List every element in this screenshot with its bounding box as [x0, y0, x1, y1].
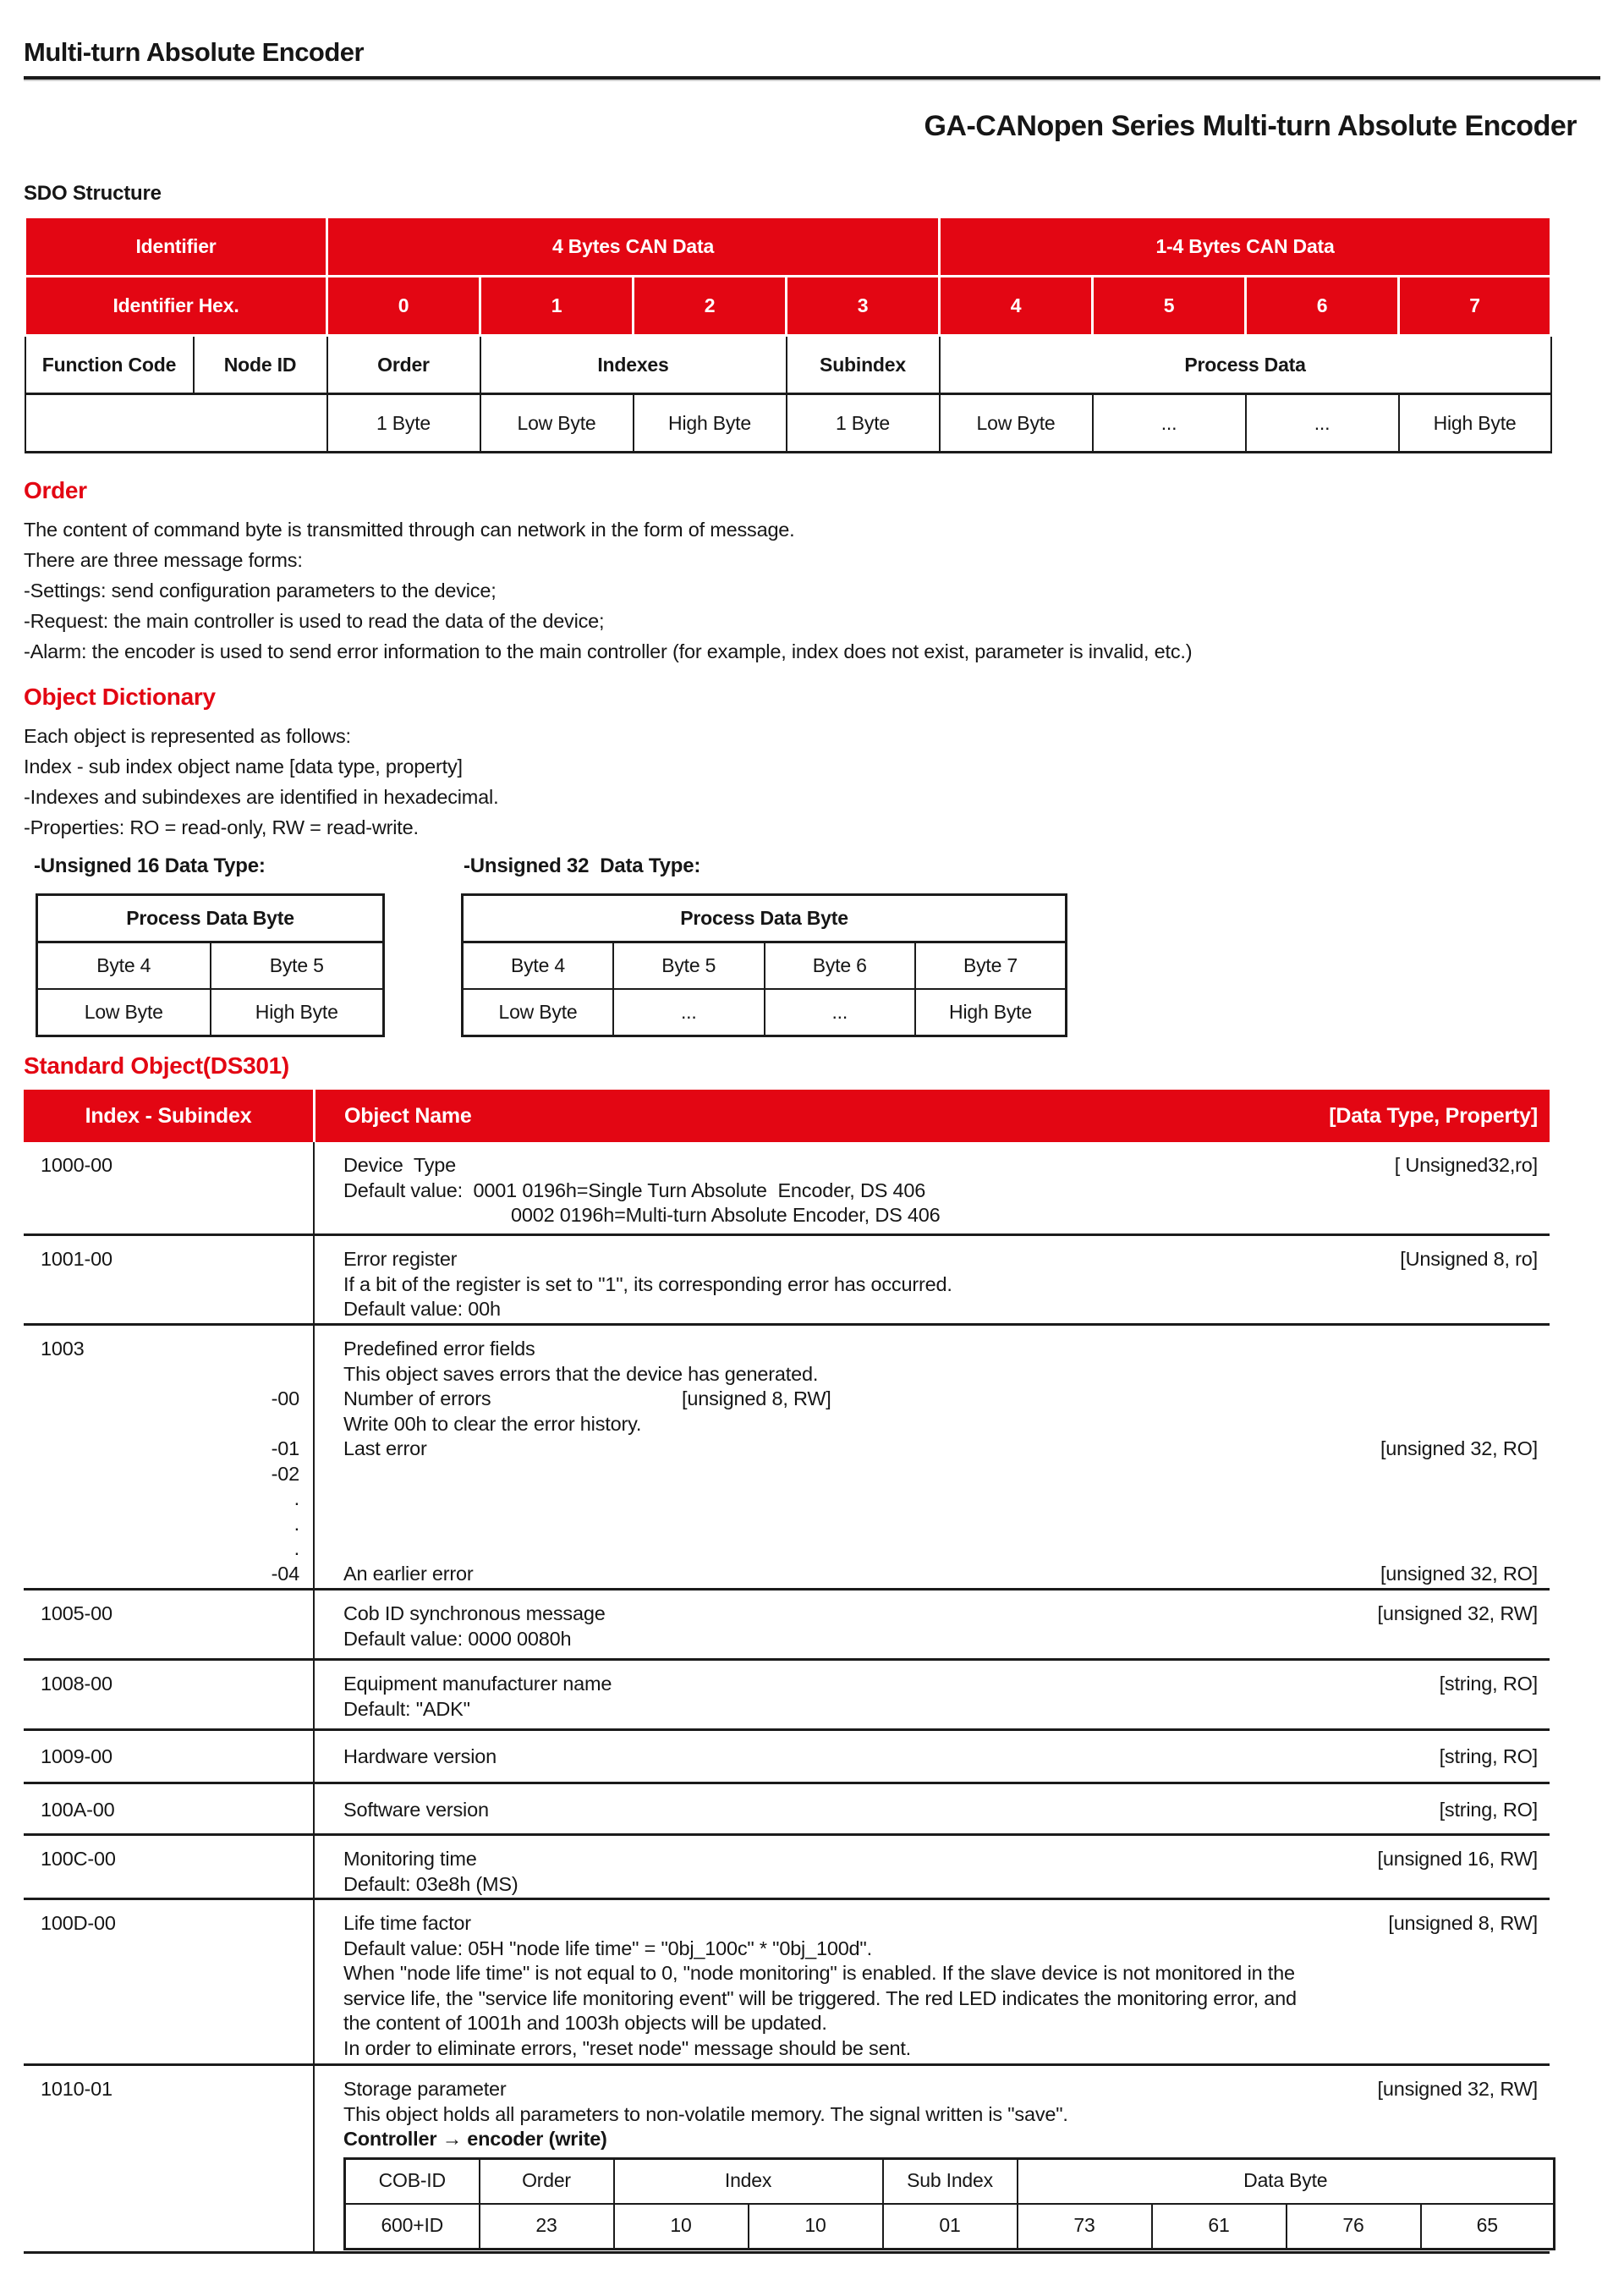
ellipsis-dot: .	[294, 1537, 299, 1559]
property-label: [unsigned 32, RW]	[1377, 1602, 1538, 1624]
row-index-label: 1003	[41, 1338, 85, 1360]
object-line	[343, 1272, 1538, 1298]
column-divider	[313, 1142, 315, 1233]
object-line	[343, 1847, 1538, 1872]
object-row-1010	[24, 2066, 1550, 2254]
standard-object-heading: Standard Object(DS301)	[24, 1052, 289, 1079]
inner-value-order: 23	[480, 2204, 614, 2250]
sdo-cell-can4: 4 Bytes CAN Data	[327, 217, 940, 277]
object-text: the content of 1001h and 1003h objects will be updated.	[343, 2012, 827, 2034]
subindex-label: -00	[271, 1387, 299, 1409]
object-line	[343, 1911, 1538, 1937]
table-row	[345, 2158, 1555, 2204]
u32-byte4: Byte 4	[463, 942, 614, 990]
object-row-100d	[24, 1900, 1550, 2066]
object-line	[343, 1627, 1538, 1652]
row-index-label: 1008-00	[41, 1673, 112, 1695]
row-index-label: 100C-00	[41, 1848, 116, 1870]
object-row-1001	[24, 1236, 1550, 1326]
table-row	[463, 895, 1067, 942]
inner-value-index-high: 10	[749, 2204, 883, 2250]
row-index-label: 1005-00	[41, 1602, 112, 1624]
col-header-index: Index - Subindex	[24, 1090, 315, 1142]
table-row	[463, 942, 1067, 990]
object-name: Predefined error fields	[343, 1338, 535, 1360]
row-index-label: 100D-00	[41, 1912, 116, 1934]
object-name: Error register	[343, 1248, 458, 1270]
table-row	[345, 2204, 1555, 2250]
object-name: Cob ID synchronous message	[343, 1602, 606, 1624]
inner-value-data-1: 61	[1152, 2204, 1287, 2250]
u32-lowbyte: Low Byte	[463, 989, 614, 1036]
property-label: [unsigned 16, RW]	[1377, 1848, 1538, 1870]
column-divider	[313, 1591, 315, 1658]
data-type-tables	[24, 893, 1600, 1037]
object-line	[343, 1297, 1538, 1322]
sdo-cell-byte-7: 7	[1399, 277, 1551, 336]
object-row-1003	[24, 1326, 1550, 1591]
col-header-prop: [Data Type, Property]	[1329, 1103, 1538, 1128]
sdo-cell-lowbyte: Low Byte	[480, 394, 634, 453]
u32-highbyte: High Byte	[915, 989, 1067, 1036]
table-row	[463, 989, 1067, 1036]
object-text: An earlier error	[343, 1562, 474, 1585]
sdo-cell-identifier-hex: Identifier Hex.	[25, 277, 327, 336]
order-line: -Alarm: the encoder is used to send error information to the main controller (for example, index does not exist, parameter is invalid, etc.)	[24, 640, 1193, 662]
object-line	[343, 1937, 1538, 1962]
object-name: Hardware version	[343, 1745, 497, 1767]
row-index-label: 1010-01	[41, 2078, 112, 2100]
object-line	[24, 1337, 1550, 1362]
sdo-structure-heading: SDO Structure	[24, 182, 162, 205]
object-row-100c	[24, 1836, 1550, 1900]
object-table-header	[24, 1090, 1550, 1142]
column-divider	[313, 2066, 315, 2251]
subindex-label: -02	[271, 1462, 299, 1485]
object-text: Default: "ADK"	[343, 1697, 470, 1720]
column-divider	[313, 1900, 315, 2063]
sdo-cell-highbyte: High Byte	[634, 394, 787, 453]
sdo-cell-byte-3: 3	[787, 277, 940, 336]
sdo-cell-ellipsis-1: ...	[1093, 394, 1246, 453]
column-divider	[313, 1731, 315, 1782]
inner-header-order: Order	[480, 2158, 614, 2204]
inner-value-index-low: 10	[614, 2204, 749, 2250]
od-line: Index - sub index object name [data type, property]	[24, 755, 463, 777]
unsigned32-table	[461, 893, 1067, 1037]
u32-header: Process Data Byte	[463, 895, 1067, 942]
unsigned16-table	[36, 893, 385, 1037]
sdo-cell-order: Order	[327, 336, 480, 394]
page-title: Multi-turn Absolute Encoder	[24, 37, 365, 67]
object-text: Default value: 05H "node life time" = "0bj_100c" * "0bj_100d".	[343, 1937, 872, 1959]
u32-byte7: Byte 7	[915, 942, 1067, 990]
sdo-cell-1byte: 1 Byte	[327, 394, 480, 453]
object-row-1008	[24, 1661, 1550, 1731]
object-line	[343, 1744, 1538, 1770]
object-name: Equipment manufacturer name	[343, 1673, 612, 1695]
property-label: [unsigned 8, RW]	[682, 1387, 831, 1409]
property-label: [unsigned 32, RO]	[1380, 1562, 1538, 1585]
object-line	[343, 2127, 1538, 2152]
object-line	[343, 1153, 1538, 1178]
table-row	[37, 989, 384, 1036]
object-text: This object holds all parameters to non-volatile memory. The signal written is "save".	[343, 2102, 1068, 2125]
row-index-label: 100A-00	[41, 1799, 115, 1821]
sdo-header-row-2	[25, 277, 1551, 336]
object-text: When "node life time" is not equal to 0, "node monitoring" is enabled. If the slave device is not monitored in the	[343, 1962, 1295, 1984]
property-label: [string, RO]	[1439, 1673, 1538, 1695]
column-divider	[313, 1836, 315, 1898]
object-line	[343, 1178, 1538, 1204]
col-header-name: Object Name	[344, 1103, 472, 1128]
property-label: [unsigned 32, RO]	[1380, 1437, 1538, 1459]
property-label: [unsigned 8, RW]	[1388, 1912, 1538, 1934]
series-title: GA-CANopen Series Multi-turn Absolute Encoder	[924, 110, 1577, 142]
object-text: Default: 03e8h (MS)	[343, 1872, 518, 1895]
object-line	[24, 1486, 1550, 1512]
object-text: In order to eliminate errors, "reset node" message should be sent.	[343, 2036, 911, 2059]
object-line	[343, 1961, 1538, 1986]
object-line	[24, 1462, 1550, 1487]
object-text: This object saves errors that the device has generated.	[343, 1362, 819, 1385]
u32-byte5: Byte 5	[613, 942, 765, 990]
object-line	[24, 1437, 1550, 1462]
object-name: Software version	[343, 1799, 489, 1821]
column-divider	[313, 1236, 315, 1323]
sdo-cell-1byte-2: 1 Byte	[787, 394, 940, 453]
property-label: [string, RO]	[1439, 1799, 1538, 1821]
inner-header-index: Index	[614, 2158, 883, 2204]
object-line	[343, 1798, 1538, 1823]
object-row-1005	[24, 1591, 1550, 1661]
column-divider	[313, 1326, 315, 1588]
object-row-100a	[24, 1784, 1550, 1836]
unsigned16-label: -Unsigned 16 Data Type:	[34, 854, 266, 877]
subindex-label: -01	[271, 1437, 299, 1459]
sdo-cell-can14: 1-4 Bytes CAN Data	[940, 217, 1551, 277]
object-text: service life, the "service life monitoring event" will be triggered. The red LED indicates the monitoring error, and	[343, 1986, 1297, 2009]
u16-lowbyte: Low Byte	[37, 989, 211, 1036]
u16-byte5: Byte 5	[211, 942, 384, 990]
sdo-cell-lowbyte-2: Low Byte	[940, 394, 1093, 453]
inner-header-cobid: COB-ID	[345, 2158, 480, 2204]
column-divider	[313, 1661, 315, 1728]
sdo-cell-byte-2: 2	[634, 277, 787, 336]
sdo-cell-function-code: Function Code	[25, 336, 194, 394]
object-text: Default value: 0000 0080h	[343, 1627, 572, 1650]
sdo-header-row-1	[25, 217, 1551, 277]
object-line	[343, 2036, 1538, 2062]
inner-value-cobid: 600+ID	[345, 2204, 480, 2250]
write-message-table	[343, 2157, 1555, 2250]
row-index-label: 1001-00	[41, 1248, 112, 1270]
unsigned32-label: -Unsigned 32 Data Type:	[464, 854, 701, 877]
order-line: -Request: the main controller is used to read the data of the device;	[24, 610, 605, 632]
object-text: 0002 0196h=Multi-turn Absolute Encoder, DS 406	[511, 1204, 941, 1226]
inner-value-data-3: 65	[1421, 2204, 1555, 2250]
od-line: -Properties: RO = read-only, RW = read-write.	[24, 816, 419, 838]
object-line	[343, 1986, 1538, 2012]
sdo-bytes-row	[25, 394, 1551, 453]
object-line	[343, 1247, 1538, 1272]
document-page	[0, 37, 1624, 2254]
row-index-label: 1000-00	[41, 1154, 112, 1176]
u16-byte4: Byte 4	[37, 942, 211, 990]
object-text: Write 00h to clear the error history.	[343, 1412, 642, 1435]
sdo-structure-table	[24, 216, 1552, 453]
object-name: Monitoring time	[343, 1848, 477, 1870]
object-line	[343, 2077, 1538, 2102]
sdo-cell-byte-6: 6	[1246, 277, 1399, 336]
order-line: The content of command byte is transmitted through can network in the form of message.	[24, 519, 795, 541]
object-line	[24, 1536, 1550, 1562]
table-row	[37, 895, 384, 942]
sdo-cell-identifier: Identifier	[25, 217, 327, 277]
order-line: -Settings: send configuration parameters to the device;	[24, 580, 497, 602]
object-name: Life time factor	[343, 1912, 471, 1934]
sdo-cell-byte-1: 1	[480, 277, 634, 336]
object-text: Last error	[343, 1437, 427, 1459]
object-line	[24, 1512, 1550, 1537]
object-text: If a bit of the register is set to "1", its corresponding error has occurred.	[343, 1272, 952, 1295]
sdo-cell-byte-4: 4	[940, 277, 1093, 336]
data-type-labels	[24, 854, 1600, 883]
od-line: -Indexes and subindexes are identified in hexadecimal.	[24, 786, 499, 808]
object-name: Device Type	[343, 1154, 457, 1176]
sdo-cell-node-id: Node ID	[194, 336, 327, 394]
object-line	[343, 1697, 1538, 1722]
sdo-cell-empty	[25, 394, 327, 453]
sdo-cell-ellipsis-2: ...	[1246, 394, 1399, 453]
column-divider	[313, 1784, 315, 1833]
property-label: [ Unsigned32,ro]	[1394, 1154, 1538, 1176]
order-heading: Order	[24, 477, 87, 503]
object-line	[24, 1562, 1550, 1587]
ellipsis-dot: .	[294, 1512, 299, 1535]
object-text: Default value: 0001 0196h=Single Turn Absolute Encoder, DS 406	[343, 1178, 926, 1201]
object-text: Default value: 00h	[343, 1298, 501, 1320]
object-line	[343, 1672, 1538, 1697]
u16-highbyte: High Byte	[211, 989, 384, 1036]
sdo-cell-indexes: Indexes	[480, 336, 787, 394]
u32-ellipsis-1: ...	[613, 989, 765, 1036]
controller-write-label: Controller → encoder (write)	[343, 2128, 607, 2150]
u32-ellipsis-2: ...	[765, 989, 916, 1036]
object-line	[343, 1872, 1538, 1898]
property-label: [Unsigned 8, ro]	[1400, 1248, 1538, 1270]
inner-value-subindex: 01	[883, 2204, 1018, 2250]
object-line	[24, 1412, 1550, 1437]
inner-value-data-2: 76	[1287, 2204, 1421, 2250]
object-line	[343, 1602, 1538, 1627]
object-line	[24, 1362, 1550, 1387]
object-line	[343, 2011, 1538, 2036]
property-label: [string, RO]	[1439, 1745, 1538, 1767]
object-row-1000	[24, 1142, 1550, 1236]
sdo-cell-byte-0: 0	[327, 277, 480, 336]
object-line	[24, 1387, 1550, 1412]
od-line: Each object is represented as follows:	[24, 725, 351, 747]
object-line	[343, 1203, 1538, 1228]
object-line	[343, 2102, 1538, 2128]
inner-header-databyte: Data Byte	[1018, 2158, 1555, 2204]
order-paragraphs	[24, 514, 1600, 667]
u32-byte6: Byte 6	[765, 942, 916, 990]
inner-value-data-0: 73	[1018, 2204, 1152, 2250]
object-dictionary-paragraphs	[24, 721, 1600, 843]
title-underline	[24, 76, 1600, 80]
sdo-cell-highbyte-2: High Byte	[1399, 394, 1551, 453]
inner-header-subindex: Sub Index	[883, 2158, 1018, 2204]
sdo-cell-process-data: Process Data	[940, 336, 1551, 394]
sdo-cell-subindex: Subindex	[787, 336, 940, 394]
object-dictionary-heading: Object Dictionary	[24, 684, 216, 710]
u16-header: Process Data Byte	[37, 895, 384, 942]
object-row-1009	[24, 1731, 1550, 1784]
sdo-cell-byte-5: 5	[1093, 277, 1246, 336]
subindex-label: -04	[271, 1562, 299, 1585]
table-row	[37, 942, 384, 990]
property-label: [unsigned 32, RW]	[1377, 2078, 1538, 2100]
sdo-label-row	[25, 336, 1551, 394]
ellipsis-dot: .	[294, 1487, 299, 1509]
row-index-label: 1009-00	[41, 1745, 112, 1767]
object-text: Number of errors	[343, 1387, 491, 1409]
order-line: There are three message forms:	[24, 549, 303, 571]
object-name: Storage parameter	[343, 2078, 507, 2100]
